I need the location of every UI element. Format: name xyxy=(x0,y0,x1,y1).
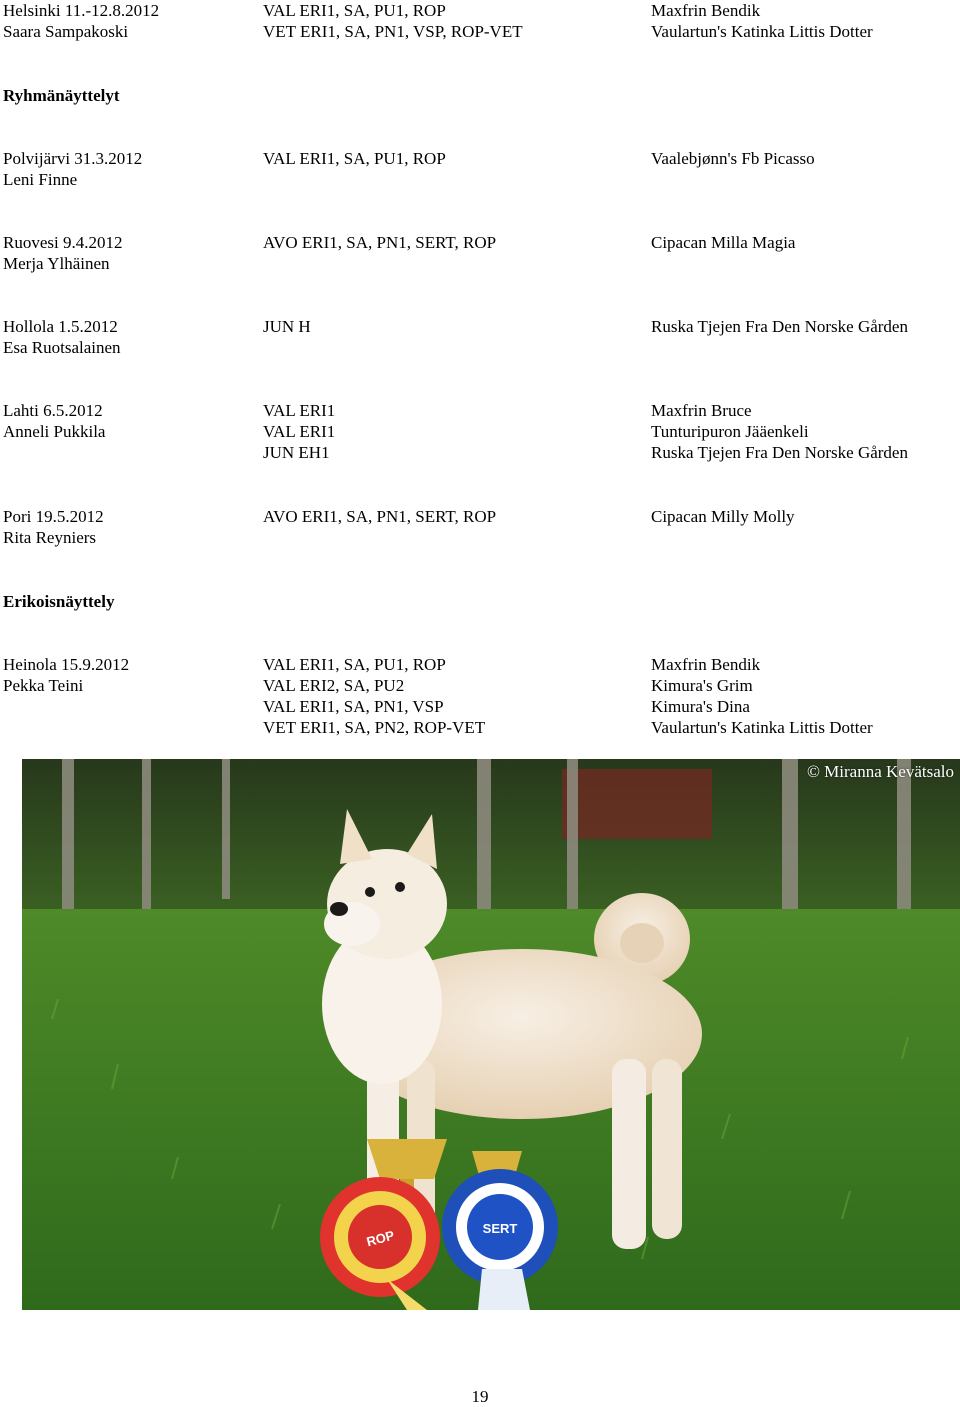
dog-names xyxy=(651,0,873,42)
dog-names xyxy=(651,232,795,253)
dog-name: Vaalebjønn's Fb Picasso xyxy=(651,149,815,168)
result-line: JUN H xyxy=(263,317,311,336)
results xyxy=(263,400,335,463)
show-place-date: Helsinki 11.-12.8.2012 xyxy=(3,1,160,20)
results xyxy=(263,316,311,337)
rosette-sert-label: SERT xyxy=(482,1221,518,1236)
dog-name: Ruska Tjejen Fra Den Norske Gården xyxy=(651,443,908,462)
result-line: VAL ERI1, SA, PU1, ROP xyxy=(263,655,446,674)
show-place-date: Ruovesi 9.4.2012 xyxy=(3,233,123,252)
result-line: AVO ERI1, SA, PN1, SERT, ROP xyxy=(263,507,497,526)
results xyxy=(263,654,485,738)
page-number: 19 xyxy=(471,1387,489,1406)
photo-copyright: © Miranna Kevätsalo xyxy=(807,762,954,781)
show-place-date: Hollola 1.5.2012 xyxy=(3,317,118,336)
rosette-rop-label: ROP xyxy=(364,1227,396,1250)
judge-name: Anneli Pukkila xyxy=(3,422,106,441)
result-line: VAL ERI1, SA, PU1, ROP xyxy=(263,149,446,168)
dog-name: Tunturipuron Jääenkeli xyxy=(651,422,809,441)
results xyxy=(263,232,496,253)
show-and-judge xyxy=(3,232,122,274)
results xyxy=(263,506,496,527)
show-and-judge xyxy=(3,148,142,190)
dog-name: Vaulartun's Katinka Littis Dotter xyxy=(651,22,873,41)
judge-name: Pekka Teini xyxy=(3,676,84,695)
result-line: VAL ERI2, SA, PU2 xyxy=(263,676,405,695)
show-and-judge xyxy=(3,654,129,696)
judge-name: Saara Sampakoski xyxy=(3,22,129,41)
results xyxy=(263,148,446,169)
show-and-judge xyxy=(3,506,104,548)
section-heading-group-shows: Ryhmänäyttelyt xyxy=(3,86,120,105)
dog-names xyxy=(651,148,815,169)
dog-names xyxy=(651,654,873,738)
show-place-date: Pori 19.5.2012 xyxy=(3,507,104,526)
judge-name: Rita Reyniers xyxy=(3,528,97,547)
dog-names xyxy=(651,316,908,337)
result-line: VAL ERI1 xyxy=(263,401,336,420)
result-line: VET ERI1, SA, PN2, ROP-VET xyxy=(263,718,486,737)
judge-name: Leni Finne xyxy=(3,170,78,189)
show-place-date: Lahti 6.5.2012 xyxy=(3,401,103,420)
results xyxy=(263,0,523,42)
dog-name: Kimura's Grim xyxy=(651,676,753,695)
result-line: VAL ERI1, SA, PN1, VSP xyxy=(263,697,444,716)
dog-names xyxy=(651,506,795,527)
show-and-judge xyxy=(3,316,121,358)
dog-name: Kimura's Dina xyxy=(651,697,750,716)
show-and-judge xyxy=(3,400,105,442)
dog-photo xyxy=(22,759,960,1310)
dog-name: Maxfrin Bruce xyxy=(651,401,752,420)
show-place-date: Heinola 15.9.2012 xyxy=(3,655,130,674)
dog-name: Cipacan Milla Magia xyxy=(651,233,796,252)
dog-photo-illustration xyxy=(22,759,960,1310)
section-heading-specialty-show: Erikoisnäyttely xyxy=(3,592,115,611)
judge-name: Merja Ylhäinen xyxy=(3,254,110,273)
dog-name: Vaulartun's Katinka Littis Dotter xyxy=(651,718,873,737)
result-line: VAL ERI1, SA, PU1, ROP xyxy=(263,1,446,20)
dog-name: Ruska Tjejen Fra Den Norske Gården xyxy=(651,317,908,336)
judge-name: Esa Ruotsalainen xyxy=(3,338,121,357)
dog-name: Maxfrin Bendik xyxy=(651,1,761,20)
show-and-judge xyxy=(3,0,159,42)
show-place-date: Polvijärvi 31.3.2012 xyxy=(3,149,143,168)
dog-name: Maxfrin Bendik xyxy=(651,655,761,674)
result-line: JUN EH1 xyxy=(263,443,330,462)
red-building xyxy=(562,769,712,839)
result-line: AVO ERI1, SA, PN1, SERT, ROP xyxy=(263,233,497,252)
result-line: VAL ERI1 xyxy=(263,422,336,441)
dog-names xyxy=(651,400,908,463)
result-line: VET ERI1, SA, PN1, VSP, ROP-VET xyxy=(263,22,523,41)
dog-name: Cipacan Milly Molly xyxy=(651,507,795,526)
